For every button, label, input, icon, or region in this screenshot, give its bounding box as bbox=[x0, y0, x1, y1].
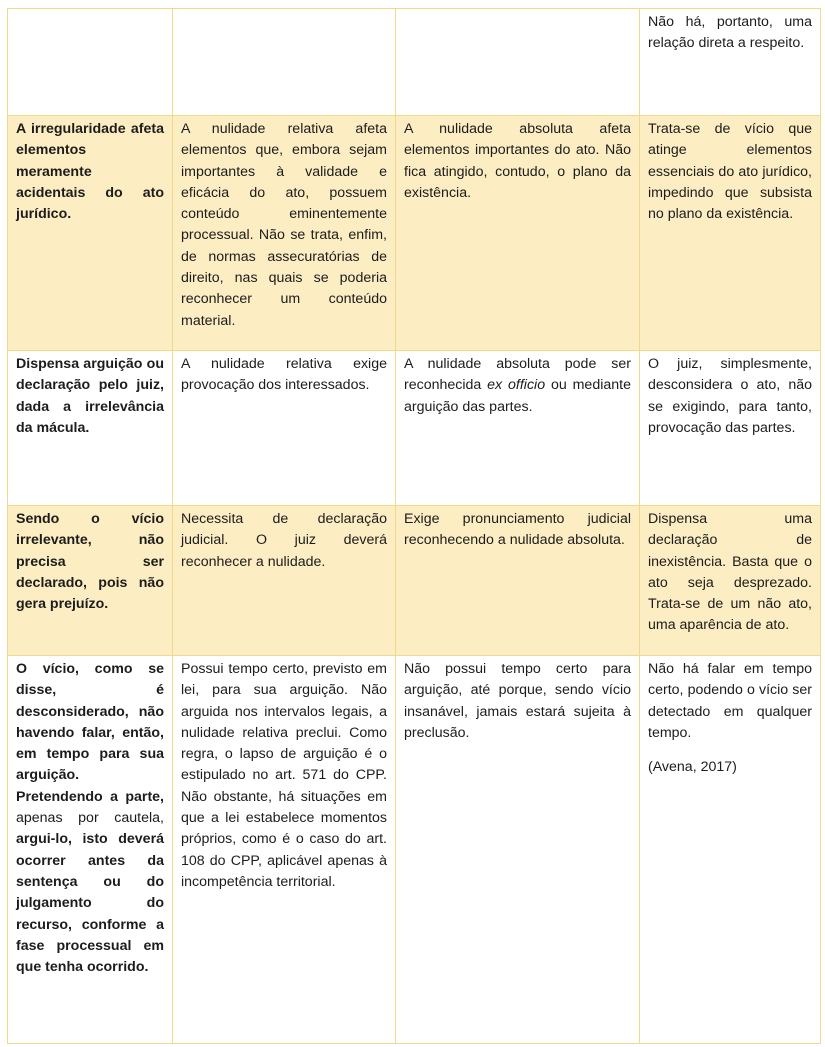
cell-relative-nullity: A nulidade relativa exige provocação dos interessados. bbox=[173, 351, 396, 506]
cell-relative-nullity: Necessita de declaração judicial. O juiz deverá reconhecer a nulidade. bbox=[173, 506, 396, 656]
cell-irregularity: A irregularidade afeta elementos meramente acidentais do ato jurídico. bbox=[8, 116, 173, 351]
cell-absolute-nullity: Não possui tempo certo para arguição, até porque, sendo vício insanável, jamais estará sujeita à preclusão. bbox=[396, 656, 640, 1044]
cell-inexistence bbox=[640, 656, 821, 1044]
text: apenas por cautela, bbox=[16, 810, 164, 827]
cell-inexistence: Dispensa uma declaração de inexistência. Basta que o ato seja desprezado. Trata-se de um não ato, uma aparência de ato. bbox=[640, 506, 821, 656]
text: Não há falar em tempo certo, podendo o vício ser detectado em qualquer tempo. bbox=[648, 661, 812, 741]
table-row bbox=[8, 351, 821, 506]
cell-absolute-nullity bbox=[396, 351, 640, 506]
text: A nulidade absoluta pode ser reconhecida bbox=[404, 356, 631, 394]
cell-irregularity: Sendo o vício irrelevante, não precisa ser declarado, pois não gera prejuízo. bbox=[8, 506, 173, 656]
cell-relative-nullity: Possui tempo certo, previsto em lei, para sua arguição. Não arguida nos intervalos legais, a nulidade relativa preclui. Como regra, o lapso de arguição é o estipulado no art. 571 do CPP. Não obstante, há situações em que a lei estabelece momentos próprios, como é o caso do art. 108 do CPP, aplicável apenas à incompetência territorial. bbox=[173, 656, 396, 1044]
cell-inexistence-criterion bbox=[8, 9, 173, 116]
cell-inexistence: Trata-se de vício que atinge elementos essenciais do ato jurídico, impedindo que subsista no plano da existência. bbox=[640, 116, 821, 351]
cell-relative-nullity bbox=[173, 9, 396, 116]
cell-absolute-nullity: A nulidade absoluta afeta elementos importantes do ato. Não fica atingido, contudo, o plano da existência. bbox=[396, 116, 640, 351]
table-row bbox=[8, 116, 821, 351]
text: O vício, como se disse, é desconsiderado, não havendo falar, então, em tempo para sua arguição. Pretendendo a parte, bbox=[16, 661, 164, 805]
nullity-comparison-table bbox=[7, 8, 821, 1044]
cell-irregularity bbox=[8, 656, 173, 1044]
cell-absolute-nullity bbox=[396, 9, 640, 116]
cell-inexistence: Não há, portanto, uma relação direta a respeito. bbox=[640, 9, 821, 116]
text: ou mediante arguição das partes. bbox=[404, 377, 631, 415]
table-row bbox=[8, 656, 821, 1044]
cell-irregularity: Dispensa arguição ou declaração pelo juiz, dada a irrelevância da mácula. bbox=[8, 351, 173, 506]
citation: (Avena, 2017) bbox=[648, 759, 737, 776]
latin-term: ex officio bbox=[487, 377, 546, 394]
cell-inexistence: O juiz, simplesmente, desconsidera o ato, não se exigindo, para tanto, provocação das partes. bbox=[640, 351, 821, 506]
cell-absolute-nullity: Exige pronunciamento judicial reconhecendo a nulidade absoluta. bbox=[396, 506, 640, 656]
text: argui-lo, isto deverá ocorrer antes da sentença ou do julgamento do recurso, conforme a fase processual em que tenha ocorrido. bbox=[16, 831, 164, 976]
table-row bbox=[8, 506, 821, 656]
cell-relative-nullity: A nulidade relativa afeta elementos que, embora sejam importantes à validade e eficácia do ato, possuem conteúdo eminentemente processual. Não se trata, enfim, de normas assecuratórias de direito, nas quais se poderia reconhecer um conteúdo material. bbox=[173, 116, 396, 351]
table-row bbox=[8, 9, 821, 116]
